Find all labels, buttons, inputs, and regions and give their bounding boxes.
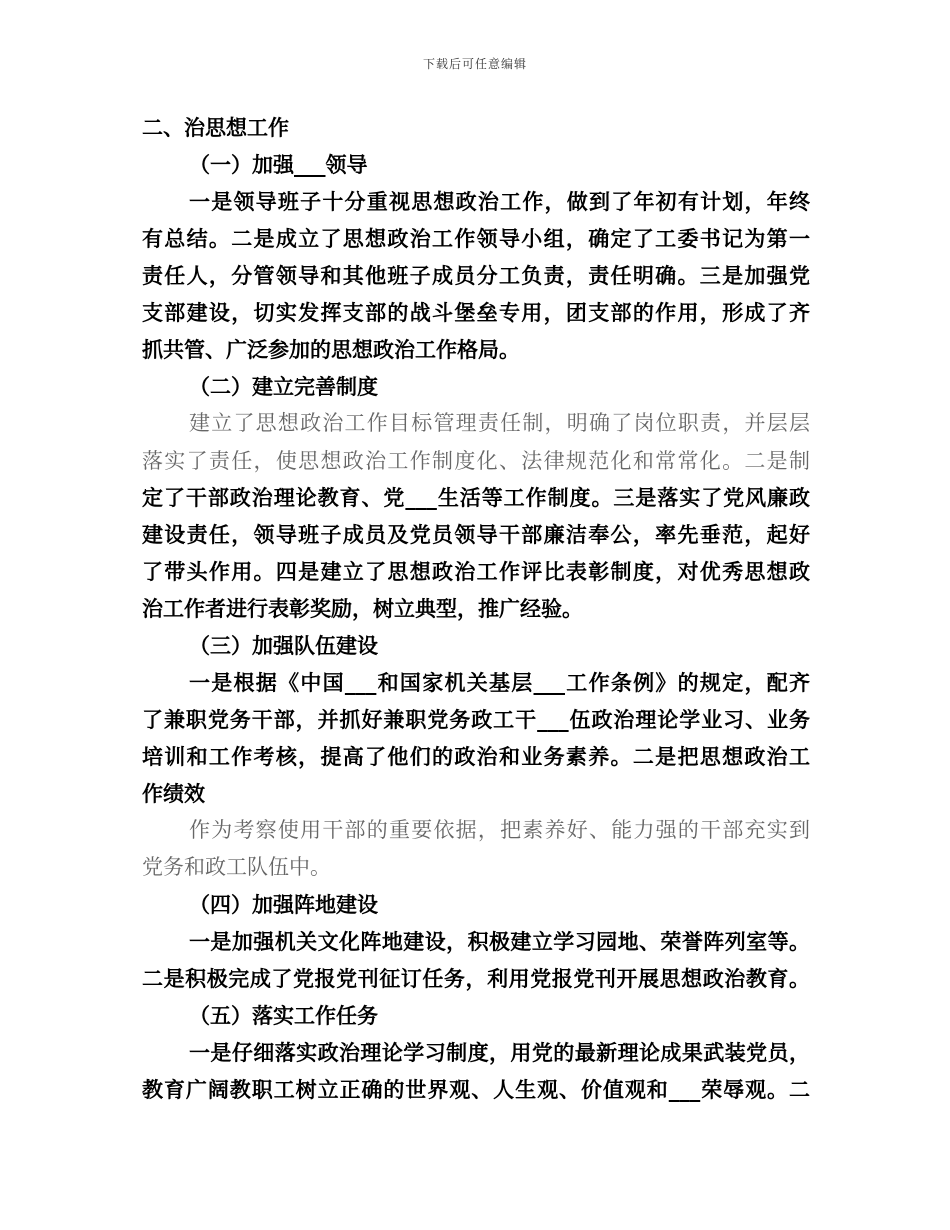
paragraph-line: 二、治思想工作 (142, 115, 289, 140)
section-heading: （五）落实工作任务 (189, 1003, 378, 1028)
section-heading: （四）加强阵地建设 (189, 892, 378, 917)
document-body (142, 109, 810, 1108)
paragraph-line: 建设责任，领导班子成员及党员领导干部廉洁奉公，率先垂范，起好 (142, 522, 810, 547)
section-heading: （一）加强___领导 (189, 152, 368, 177)
section-heading: （二）建立完善制度 (189, 374, 378, 399)
paragraph-line: 党务和政工队伍中。 (142, 855, 331, 879)
paragraph-line: 建立了思想政治工作目标管理责任制，明确了岗位职责，并层层 (189, 411, 810, 435)
paragraph-line: 作绩效 (142, 781, 205, 806)
paragraph-line: 作为考察使用干部的重要依据，把素养好、能力强的干部充实到 (189, 818, 810, 842)
paragraph-line: 一是仔细落实政治理论学习制度，用党的最新理论成果武装党员， (189, 1040, 810, 1065)
paragraph-line: 培训和工作考核，提高了他们的政治和业务素养。二是把思想政治工 (142, 744, 810, 769)
page-header-note: 下载后可任意编辑 (422, 57, 527, 71)
paragraph-line: 责任人，分管领导和其他班子成员分工负责，责任明确。三是加强党 (142, 263, 810, 288)
paragraph-line: 了带头作用。四是建立了思想政治工作评比表彰制度，对优秀思想政 (142, 559, 810, 584)
paragraph-line: 抓共管、广泛参加的思想政治工作格局。 (142, 337, 520, 362)
paragraph-line: 有总结。二是成立了思想政治工作领导小组，确定了工委书记为第一 (142, 226, 810, 251)
paragraph-line: 治工作者进行表彰奖励，树立典型，推广经验。 (142, 596, 583, 621)
paragraph-line: 支部建设，切实发挥支部的战斗堡垒专用，团支部的作用，形成了齐 (142, 300, 810, 325)
paragraph-line: 教育广阔教职工树立正确的世界观、人生观、价值观和___荣辱观。二 (142, 1077, 810, 1102)
paragraph-line: 定了干部政治理论教育、党___生活等工作制度。三是落实了党风廉政 (142, 485, 810, 510)
paragraph-line: 了兼职党务干部，并抓好兼职党务政工干___伍政治理论学业习、业务 (142, 707, 810, 732)
paragraph-line: 一是领导班子十分重视思想政治工作，做到了年初有计划，年终 (189, 189, 810, 214)
paragraph-line: 一是加强机关文化阵地建设，积极建立学习园地、荣誉阵列室等。 (189, 929, 810, 954)
paragraph-line: 一是根据《中国___和国家机关基层___工作条例》的规定，配齐 (189, 670, 810, 695)
paragraph-line: 落实了责任，使思想政治工作制度化、法律规范化和常常化。二是制 (142, 449, 810, 473)
paragraph-line: 二是积极完成了党报党刊征订任务，利用党报党刊开展思想政治教育。 (142, 966, 810, 991)
section-heading: （三）加强队伍建设 (189, 633, 378, 658)
